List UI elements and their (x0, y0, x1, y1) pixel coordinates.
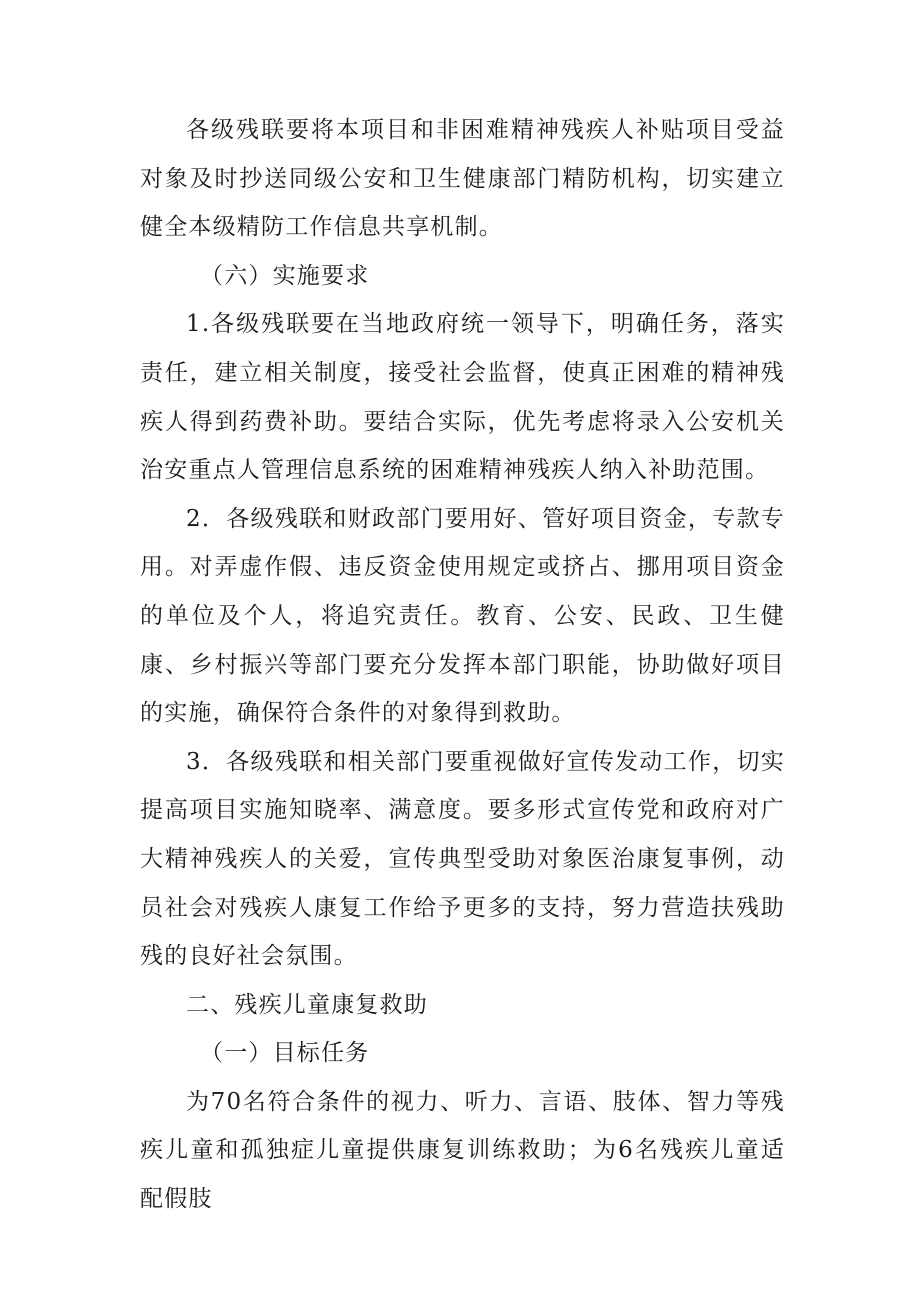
paragraph-info-sharing: 各级残联要将本项目和非困难精神残疾人补贴项目受益对象及时抄送同级公安和卫生健康部门精防机构，切实建立健全本级精防工作信息共享机制。 (140, 117, 785, 241)
paragraph-requirement-3: 3．各级残联和相关部门要重视做好宣传发动工作，切实提高项目实施知晓率、满意度。要多形式宣传党和政府对广大精神残疾人的关爱，宣传典型受助对象医治康复事例，动员社会对残疾人康复工作给予更多的支持，努力营造扶残助残的良好社会氛围。 (140, 748, 785, 970)
section-heading-implementation-requirements: （六）实施要求 (200, 262, 370, 289)
section-heading-child-rehabilitation: 二、残疾儿童康复救助 (186, 991, 428, 1018)
paragraph-objectives: 为70名符合条件的视力、听力、言语、肢体、智力等残疾儿童和孤独症儿童提供康复训练救助；为6名残疾儿童适配假肢 (140, 1088, 785, 1213)
paragraph-requirement-2: 2．各级残联和财政部门要用好、管好项目资金，专款专用。对弄虚作假、违反资金使用规定或挤占、挪用项目资金的单位及个人，将追究责任。教育、公安、民政、卫生健康、乡村振兴等部门要充分发挥本部门职能，协助做好项目的实施，确保符合条件的对象得到救助。 (140, 505, 785, 727)
section-heading-objectives: （一）目标任务 (200, 1040, 370, 1067)
paragraph-requirement-1: 1.各级残联要在当地政府统一领导下，明确任务，落实责任，建立相关制度，接受社会监督，使真正困难的精神残疾人得到药费补助。要结合实际，优先考虑将录入公安机关治安重点人管理信息系统的困难精神残疾人纳入补助范围。 (140, 311, 785, 484)
document-page (140, 106, 785, 1224)
